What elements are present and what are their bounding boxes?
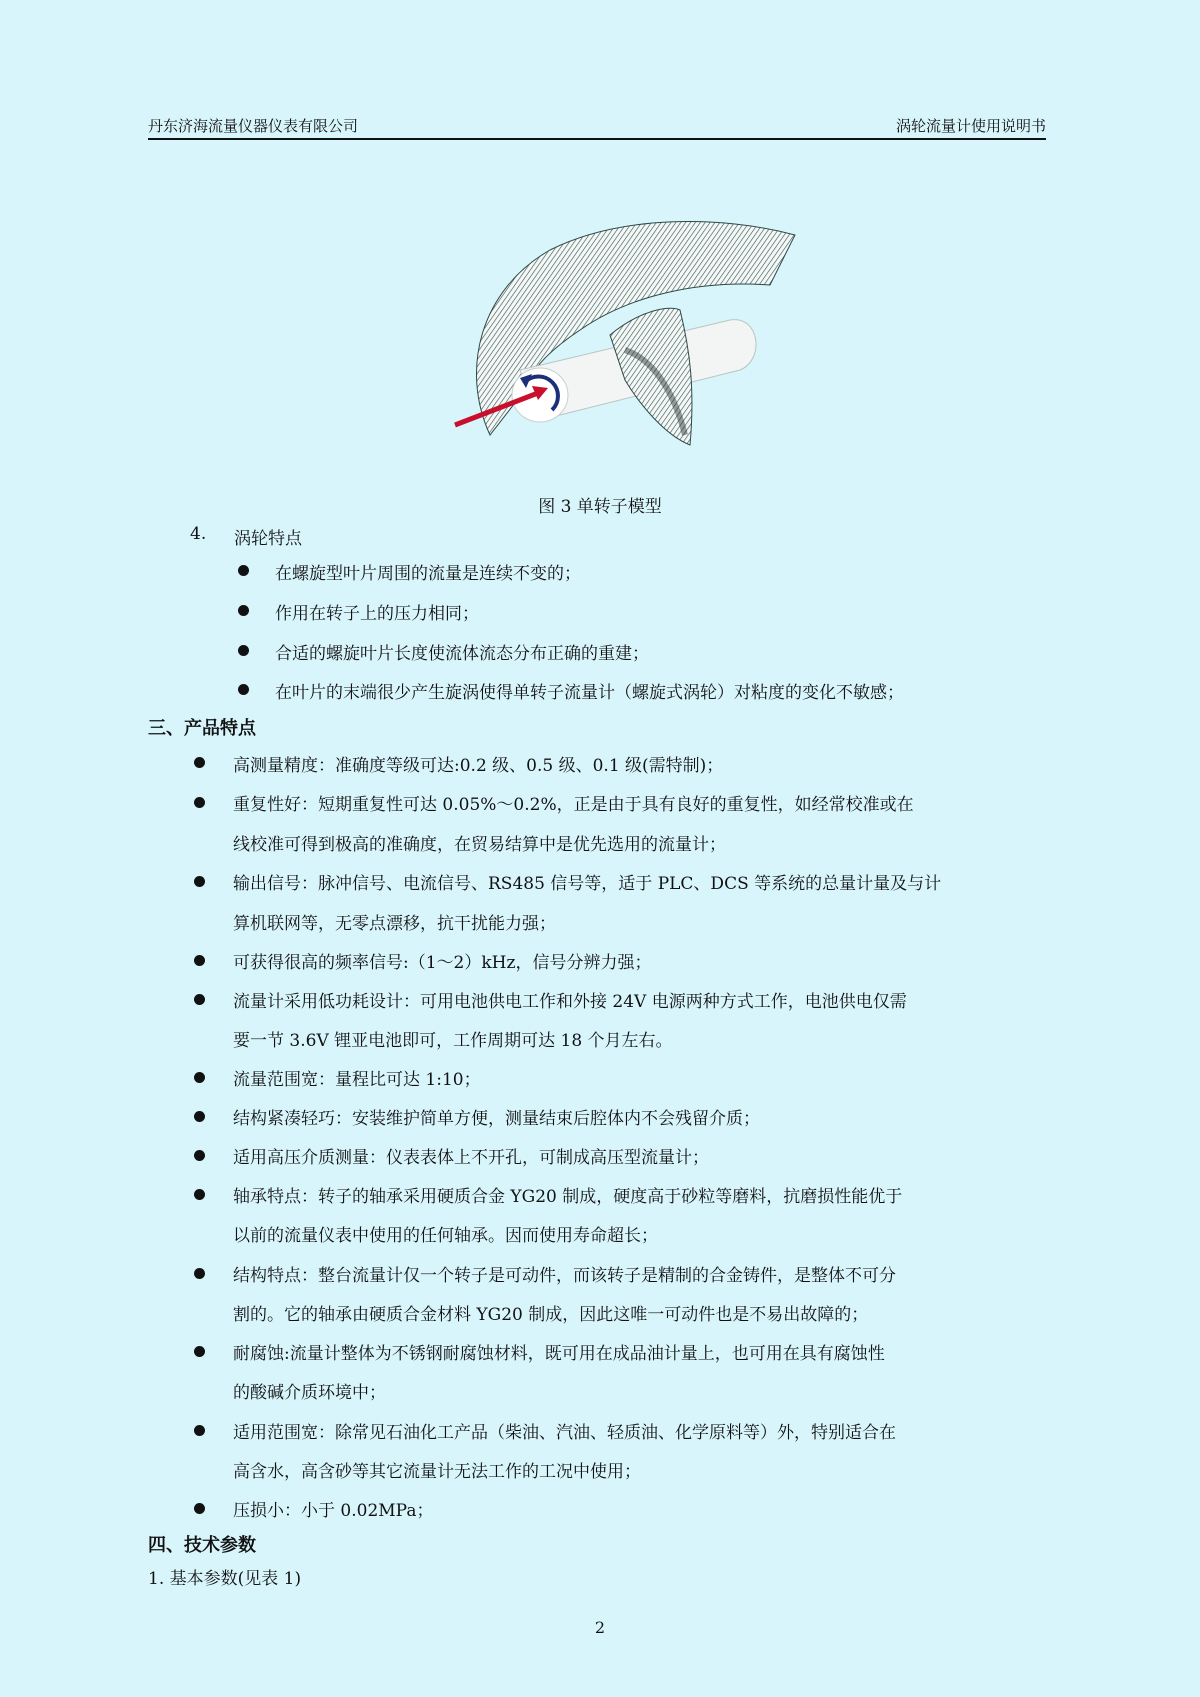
bullet-icon — [238, 605, 249, 616]
bullet-icon — [194, 994, 205, 1005]
list-item-continued: 要一节 3.6V 锂亚电池即可，工作周期可达 18 个月左右。 — [233, 1031, 673, 1051]
list-item-continued: 算机联网等，无零点漂移，抗干扰能力强； — [233, 914, 556, 934]
list-item: 在叶片的末端很少产生旋涡使得单转子流量计（螺旋式涡轮）对粘度的变化不敏感； — [275, 683, 904, 703]
bullet-icon — [238, 645, 249, 656]
bullet-icon — [194, 1072, 205, 1083]
single-rotor-illustration — [440, 210, 800, 450]
list-item: 在螺旋型叶片周围的流量是连续不变的； — [275, 564, 581, 584]
bullet-icon — [194, 1503, 205, 1514]
list-item-continued: 割的。它的轴承由硬质合金材料 YG20 制成，因此这唯一可动件也是不易出故障的； — [233, 1305, 869, 1325]
bullet-icon — [194, 1189, 205, 1200]
list-item: 合适的螺旋叶片长度使流体流态分布正确的重建； — [275, 644, 649, 664]
rotor-model-figure — [440, 210, 800, 450]
section-heading: 三、产品特点 — [148, 718, 256, 739]
bullet-icon — [194, 955, 205, 966]
bullet-icon — [194, 876, 205, 887]
bullet-icon — [194, 1268, 205, 1279]
section-heading: 四、技术参数 — [148, 1535, 256, 1556]
list-item: 结构紧凑轻巧：安装维护简单方便，测量结束后腔体内不会残留介质； — [233, 1109, 760, 1129]
document-title: 涡轮流量计使用说明书 — [895, 117, 1046, 135]
bullet-icon — [194, 1111, 205, 1122]
list-item: 轴承特点：转子的轴承采用硬质合金 YG20 制成，硬度高于砂粒等磨料，抗磨损性能优于 — [233, 1187, 903, 1207]
bullet-icon — [194, 757, 205, 768]
list-item: 压损小：小于 0.02MPa； — [233, 1501, 434, 1521]
section-title: 涡轮特点 — [234, 529, 302, 549]
bullet-icon — [238, 565, 249, 576]
list-item: 适用高压介质测量：仪表表体上不开孔，可制成高压型流量计； — [233, 1148, 709, 1168]
list-item-continued: 以前的流量仪表中使用的任何轴承。因而使用寿命超长； — [233, 1226, 658, 1246]
list-item: 重复性好：短期重复性可达 0.05%～0.2%，正是由于具有良好的重复性，如经常校准或在 — [233, 795, 914, 815]
list-item: 结构特点：整台流量计仅一个转子是可动件，而该转子是精制的合金铸件，是整体不可分 — [233, 1266, 896, 1286]
list-item: 适用范围宽：除常见石油化工产品（柴油、汽油、轻质油、化学原料等）外，特别适合在 — [233, 1423, 896, 1443]
bullet-icon — [194, 1150, 205, 1161]
bullet-icon — [194, 1425, 205, 1436]
list-item-continued: 的酸碱介质环境中； — [233, 1383, 386, 1403]
page-header — [148, 116, 1046, 140]
list-item: 耐腐蚀:流量计整体为不锈钢耐腐蚀材料，既可用在成品油计量上，也可用在具有腐蚀性 — [233, 1344, 885, 1364]
list-item-continued: 线校准可得到极高的准确度，在贸易结算中是优先选用的流量计； — [233, 835, 726, 855]
page-number: 2 — [594, 1618, 606, 1637]
company-name: 丹东济海流量仪器仪表有限公司 — [148, 117, 359, 135]
list-item: 可获得很高的频率信号:（1～2）kHz，信号分辨力强； — [233, 953, 652, 973]
figure-caption: 图 3 单转子模型 — [538, 497, 662, 517]
list-item: 高测量精度：准确度等级可达:0.2 级、0.5 级、0.1 级(需特制)； — [233, 756, 724, 776]
bullet-icon — [194, 1346, 205, 1357]
list-item-continued: 高含水，高含砂等其它流量计无法工作的工况中使用； — [233, 1462, 641, 1482]
list-item: 流量范围宽：量程比可达 1:10； — [233, 1070, 481, 1090]
list-item: 输出信号：脉冲信号、电流信号、RS485 信号等，适于 PLC、DCS 等系统的总量计量及与计 — [233, 874, 942, 894]
bullet-icon — [194, 797, 205, 808]
bullet-icon — [238, 684, 249, 695]
section-number: 4. — [190, 524, 207, 544]
subsection-title: 1. 基本参数(见表 1) — [148, 1569, 302, 1589]
list-item: 流量计采用低功耗设计：可用电池供电工作和外接 24V 电源两种方式工作，电池供电仅需 — [233, 992, 907, 1012]
list-item: 作用在转子上的压力相同； — [275, 604, 479, 624]
